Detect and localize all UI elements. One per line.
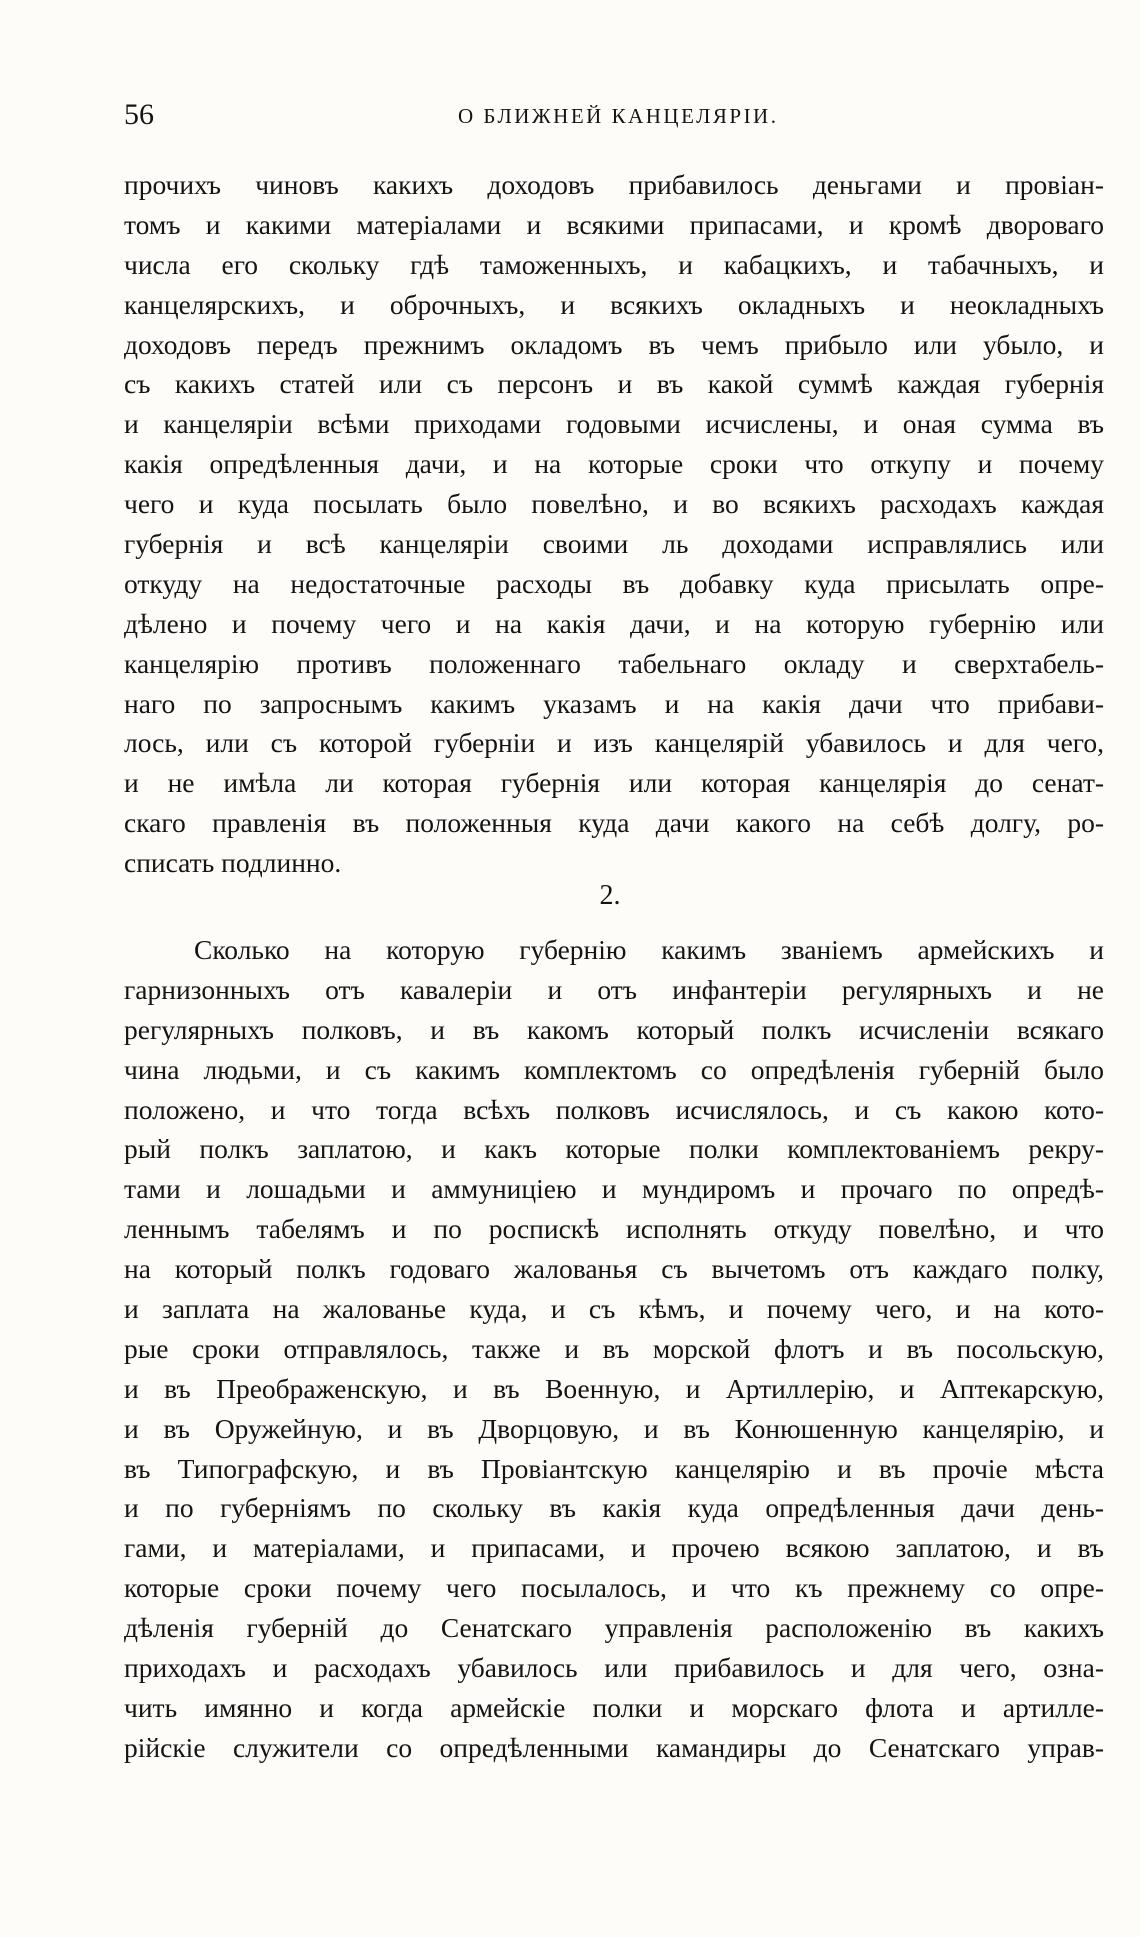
- text-line: дѣлено и почему чего и на какія дачи, и на которую губернію или: [124, 607, 1104, 639]
- text-line: леннымъ табелямъ и по роспискѣ исполнять откуду повелѣно, и что: [124, 1213, 1104, 1245]
- page-number: 56: [124, 98, 154, 131]
- text-line: гами, и матеріалами, и припасами, и прочею всякою заплатою, и въ: [124, 1532, 1104, 1564]
- text-line: прочихъ чиновъ какихъ доходовъ прибавилось деньгами и провіан-: [124, 169, 1104, 200]
- text-line: какія опредѣленныя дачи, и на которые сроки что откупу и почему: [124, 448, 1104, 480]
- text-line: откуду на недостаточные расходы въ добавку куда присылать опре-: [124, 567, 1104, 599]
- text-line: чина людьми, и съ какимъ комплектомъ со опредѣленія губерній было: [124, 1053, 1104, 1085]
- text-line: и по губерніямъ по скольку въ какія куда опредѣленныя дачи день-: [124, 1492, 1104, 1524]
- text-line: регулярныхъ полковъ, и въ какомъ который полкъ исчисленіи всякаго: [124, 1013, 1104, 1045]
- text-line: скаго правленія въ положенныя куда дачи какого на себѣ долгу, ро-: [124, 807, 1104, 839]
- text-line: на который полкъ годоваго жалованья съ вычетомъ отъ каждаго полку,: [124, 1253, 1104, 1285]
- text-line: рый полкъ заплатою, и какъ которые полки комплектованіемъ рекру-: [124, 1133, 1104, 1165]
- text-line: канцелярскихъ, и оброчныхъ, и всякихъ окладныхъ и неокладныхъ: [124, 288, 1104, 320]
- text-line: томъ и какими матеріалами и всякими припасами, и кромѣ двороваго: [124, 208, 1104, 240]
- text-line: рійскіе служители со опредѣленными камандиры до Сенатскаго управ-: [124, 1731, 1104, 1763]
- section-number: 2.: [599, 880, 621, 911]
- text-line: губернія и всѣ канцеляріи своими ль доходами исправлялись или: [124, 528, 1104, 560]
- text-line: наго по запроснымъ какимъ указамъ и на какія дачи что прибави-: [124, 687, 1104, 719]
- text-line: которые сроки почему чего посылалось, и что къ прежнему со опре-: [124, 1572, 1104, 1604]
- text-line: положено, и что тогда всѣхъ полковъ исчислялось, и съ какою кото-: [124, 1093, 1104, 1125]
- text-line: гарнизонныхъ отъ кавалеріи и отъ инфантеріи регулярныхъ и не: [124, 973, 1104, 1005]
- text-line: тами и лошадьми и аммуниціею и мундиромъ и прочаго по опредѣ-: [124, 1173, 1104, 1205]
- text-line: съ какихъ статей или съ персонъ и въ какой суммѣ каждая губернія: [124, 368, 1104, 400]
- text-line: чить имянно и когда армейскіе полки и морскаго флота и артилле-: [124, 1691, 1104, 1723]
- text-line: и не имѣла ли которая губернія или которая канцелярія до сенат-: [124, 767, 1104, 799]
- text-line: и въ Оружейную, и въ Дворцовую, и въ Конюшенную канцелярію, и: [124, 1412, 1104, 1444]
- text-line: и заплата на жалованье куда, и съ кѣмъ, и почему чего, и на кото-: [124, 1293, 1104, 1325]
- text-line: доходовъ передъ прежнимъ окладомъ въ чемъ прибыло или убыло, и: [124, 328, 1104, 360]
- text-line: и канцеляріи всѣми приходами годовыми исчислены, и оная сумма въ: [124, 408, 1104, 440]
- text-line: списать подлинно.: [124, 847, 342, 879]
- text-line: лось, или съ которой губерніи и изъ канцелярій убавилось и для чего,: [124, 727, 1104, 759]
- section-2-text: [124, 930, 1104, 1768]
- text-line: рые сроки отправлялось, также и въ морской флотъ и въ посольскую,: [124, 1332, 1104, 1364]
- text-line: дѣленія губерній до Сенатскаго управленія расположенію въ какихъ: [124, 1612, 1104, 1644]
- text-line: Сколько на которую губернію какимъ званіемъ армейскихъ и: [194, 934, 1104, 965]
- text-line: приходахъ и расходахъ убавилось или прибавилось и для чего, озна-: [124, 1652, 1104, 1684]
- section-1-text: [124, 165, 1104, 883]
- running-head: О БЛИЖНЕЙ КАНЦЕЛЯРІИ.: [458, 104, 779, 128]
- text-line: чего и куда посылать было повелѣно, и во всякихъ расходахъ каждая: [124, 488, 1104, 520]
- text-line: канцелярію противъ положеннаго табельнаго окладу и сверхтабель-: [124, 647, 1104, 679]
- text-line: и въ Преображенскую, и въ Военную, и Артиллерію, и Аптекарскую,: [124, 1372, 1104, 1404]
- text-line: въ Типографскую, и въ Провіантскую канцелярію и въ прочіе мѣста: [124, 1452, 1104, 1484]
- text-line: числа его скольку гдѣ таможенныхъ, и кабацкихъ, и табачныхъ, и: [124, 248, 1104, 280]
